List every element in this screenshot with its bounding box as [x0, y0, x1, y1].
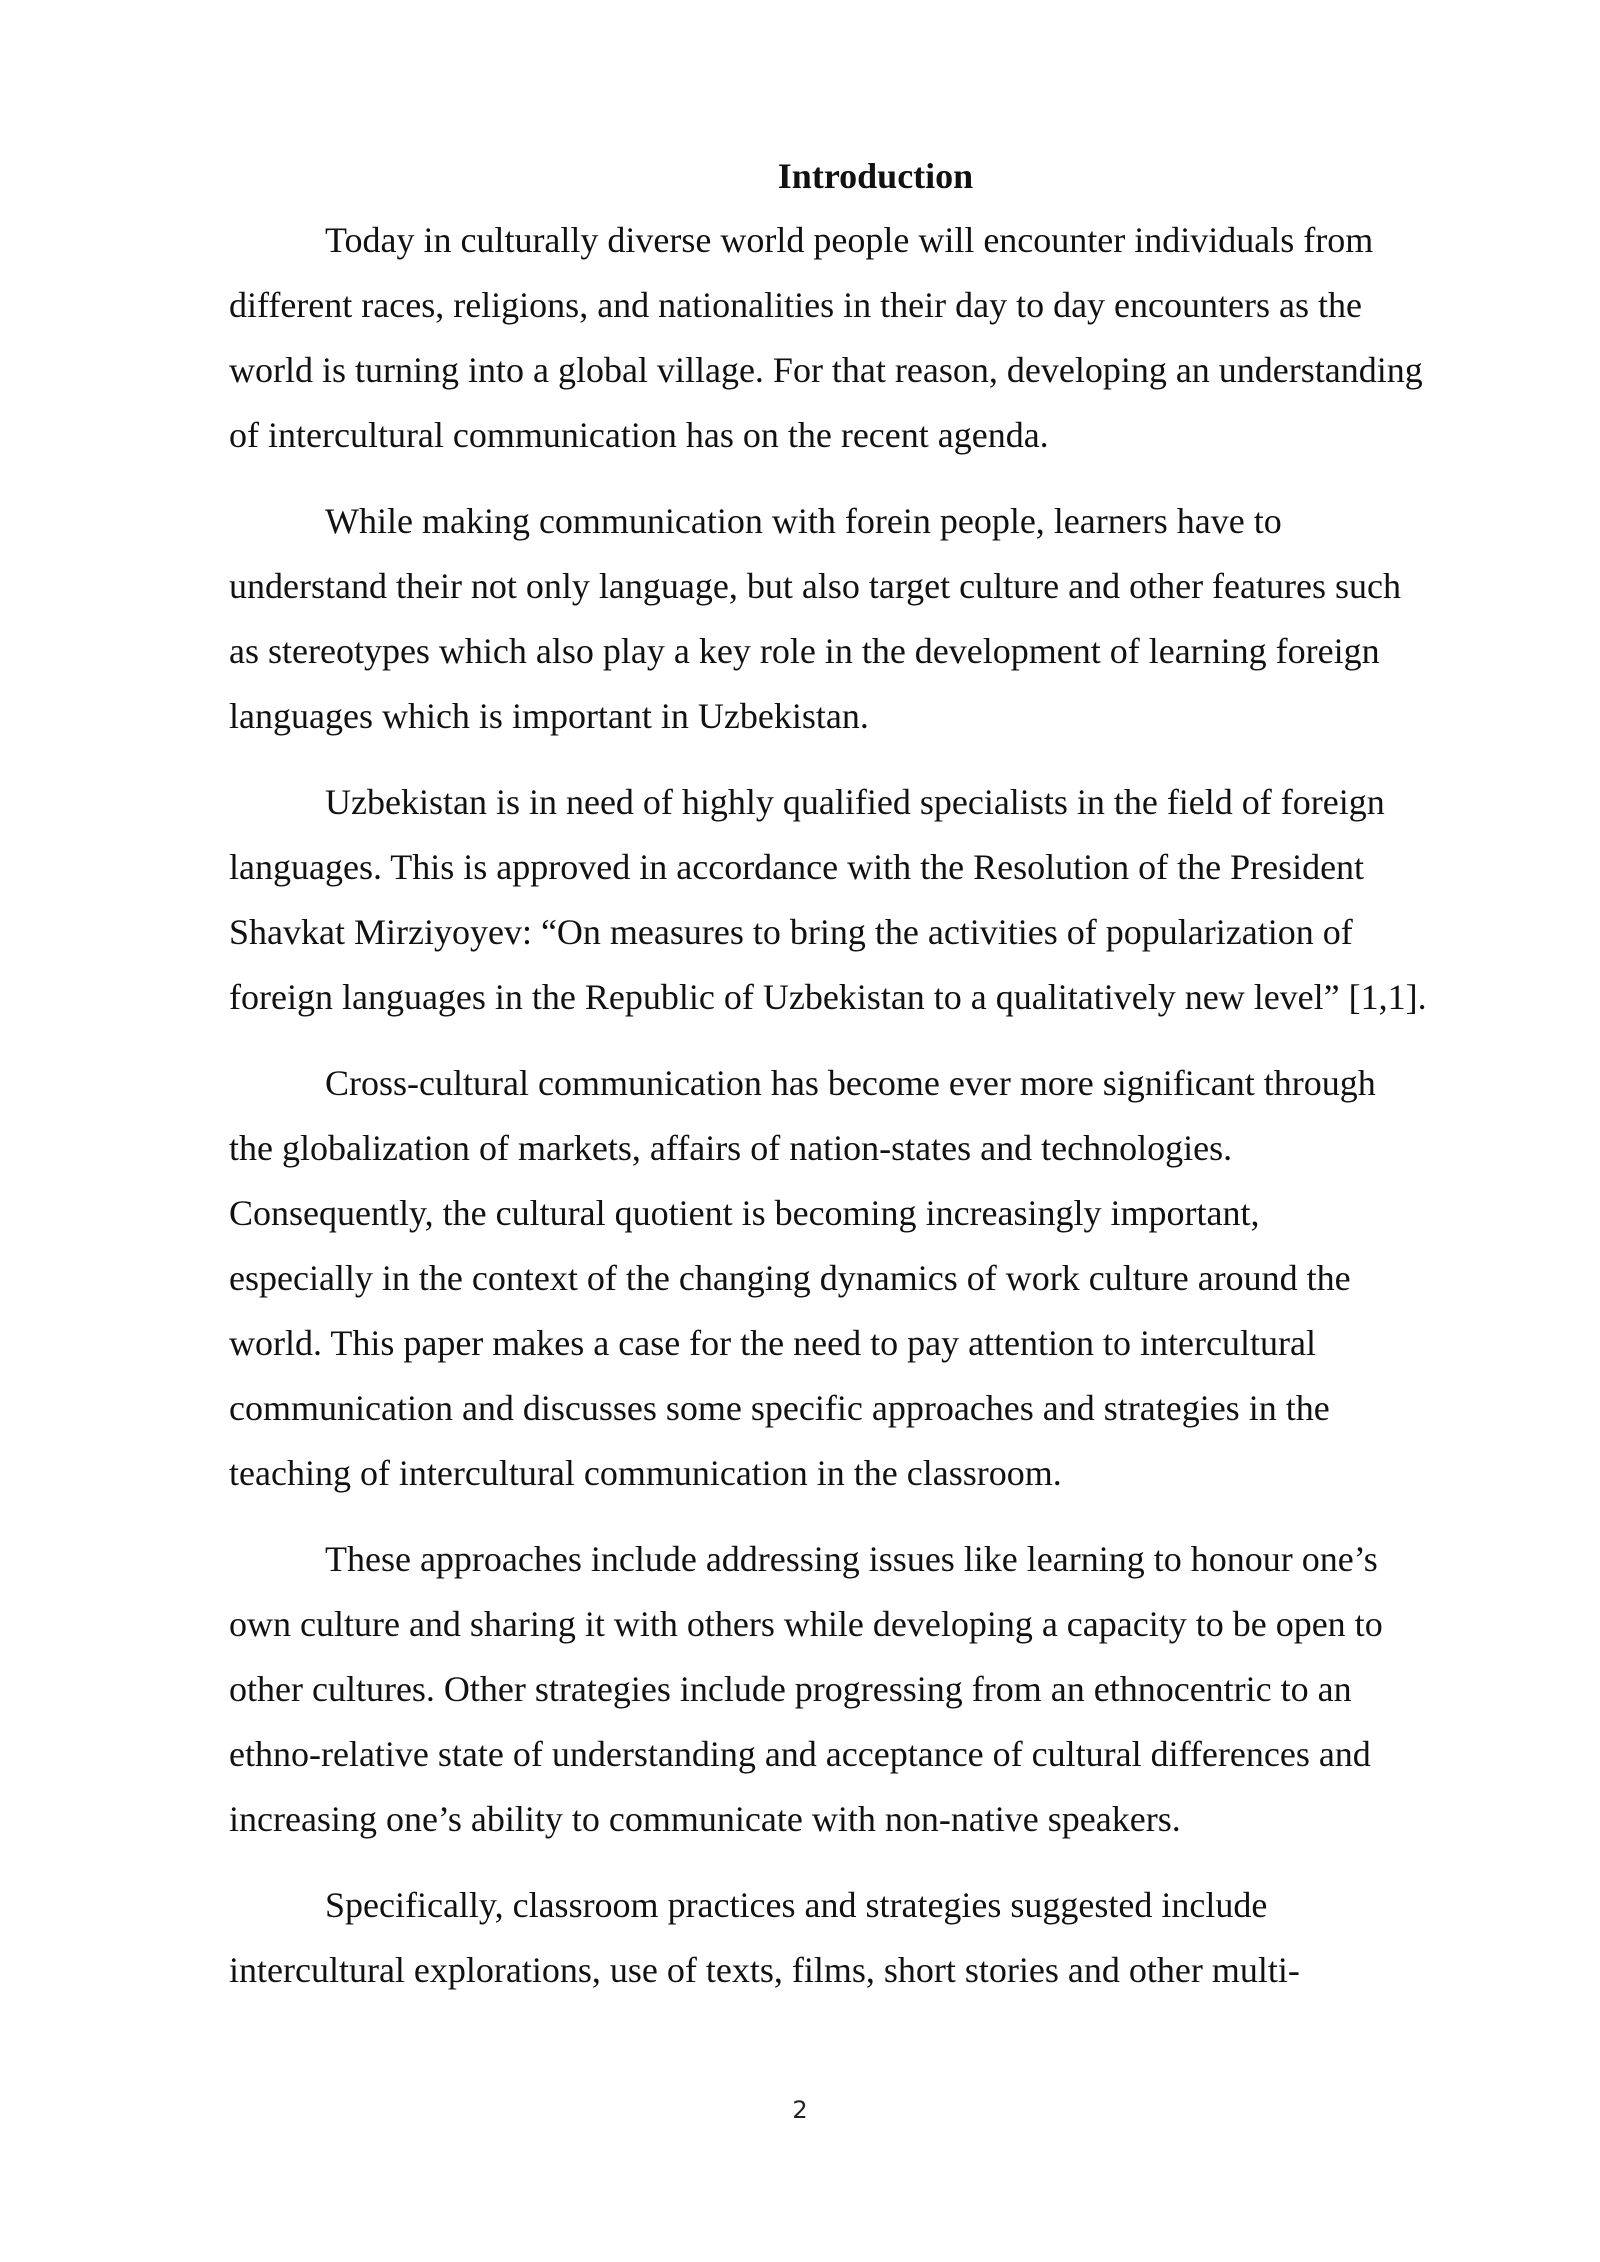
- word: stories: [964, 1950, 1059, 1990]
- justified-line: [229, 1051, 1481, 1116]
- paragraph-line: especially in the context of the changing dynamics of work culture around the: [229, 1258, 1351, 1298]
- word: of: [666, 1950, 697, 1990]
- paragraph-2: [229, 489, 1481, 749]
- word: ever: [948, 1063, 1011, 1103]
- word: technologies.: [1041, 1128, 1233, 1168]
- paragraph-line: as stereotypes which also play a key role in the development of learning foreign: [229, 631, 1380, 671]
- word: communication: [537, 1063, 762, 1103]
- word: intercultural explorations,: [229, 1950, 601, 1990]
- word: Cross-cultural: [325, 1063, 529, 1103]
- word: the: [229, 1128, 273, 1168]
- paragraph-6: [229, 1873, 1481, 2003]
- word: significant through: [1102, 1063, 1376, 1103]
- word: nation-states: [789, 1128, 972, 1168]
- paragraph-line: world is turning into a global village. For that reason, developing an understanding: [229, 350, 1423, 390]
- page-number: 2: [792, 2096, 808, 2124]
- word: and: [1067, 1950, 1120, 1990]
- word: other: [1128, 1950, 1203, 1990]
- word: quotient is: [614, 1193, 766, 1233]
- word: has: [770, 1063, 819, 1103]
- paragraph-line: of intercultural communication has on the recent agenda.: [229, 415, 1049, 455]
- paragraph-line: different races, religions, and nationalities in their day to day encounters as the: [229, 285, 1362, 325]
- word: and: [804, 1885, 857, 1925]
- paragraph-line: world. This paper makes a case for the need to pay attention to intercultural: [229, 1323, 1316, 1363]
- word: texts,: [705, 1950, 783, 1990]
- word: films,: [791, 1950, 875, 1990]
- word: include: [1161, 1885, 1268, 1925]
- document-title: Introduction: [777, 156, 974, 196]
- paragraph-line: languages which is important in Uzbekistan.: [229, 696, 869, 736]
- paragraph-line: languages. This is approved in accordance with the Resolution of the President: [229, 847, 1365, 887]
- paragraph-line: Uzbekistan is in need of highly qualified specialists in the field of foreign: [325, 782, 1385, 822]
- word: important,: [1110, 1193, 1260, 1233]
- paragraph-line: foreign languages in the Republic of Uzbekistan to a qualitatively new level” [1,1].: [229, 977, 1427, 1017]
- word: affairs: [649, 1128, 742, 1168]
- paragraph-line: increasing one’s ability to communicate with non-native speakers.: [229, 1799, 1181, 1839]
- word: classroom: [512, 1885, 659, 1925]
- word: of: [478, 1128, 509, 1168]
- justified-line: [229, 1181, 1365, 1246]
- justified-line: [229, 1116, 1352, 1181]
- paragraph-3: [229, 770, 1481, 1030]
- paragraph-line: communication and discusses some specific approaches and strategies in the: [229, 1388, 1330, 1428]
- word: use: [609, 1950, 658, 1990]
- paragraph-line: These approaches include addressing issues like learning to honour one’s: [325, 1539, 1378, 1579]
- word: suggested: [1010, 1885, 1153, 1925]
- paragraph-line: understand their not only language, but also target culture and other features such: [229, 566, 1401, 606]
- paragraph-line: Today in culturally diverse world people will encounter individuals from: [325, 220, 1374, 260]
- paragraph-line: teaching of intercultural communication in the classroom.: [229, 1453, 1062, 1493]
- word: and: [980, 1128, 1033, 1168]
- word: Specifically,: [325, 1885, 504, 1925]
- paragraph-line: own culture and sharing it with others while developing a capacity to be open to: [229, 1604, 1383, 1644]
- word: increasingly: [925, 1193, 1102, 1233]
- paragraph-line: While making communication with forein people, learners have to: [325, 501, 1282, 541]
- paragraph-line: Shavkat Mirziyoyev: “On measures to bring the activities of popularization of: [229, 912, 1353, 952]
- paragraph-1: [229, 208, 1481, 468]
- word: the: [442, 1193, 487, 1233]
- word: become: [827, 1063, 940, 1103]
- justified-line: [229, 1873, 1365, 1938]
- document-body: [229, 148, 1481, 2024]
- paragraph-5: [229, 1527, 1481, 1852]
- word: strategies: [865, 1885, 1002, 1925]
- justified-line: [229, 1938, 1432, 2003]
- word: markets,: [517, 1128, 641, 1168]
- word: more: [1019, 1063, 1094, 1103]
- word: multi-: [1211, 1950, 1300, 1990]
- word: globalization: [281, 1128, 470, 1168]
- paragraph-line: other cultures. Other strategies include progressing from an ethnocentric to an: [229, 1669, 1352, 1709]
- word: practices: [667, 1885, 796, 1925]
- paragraph-line: ethno-relative state of understanding and acceptance of cultural differences and: [229, 1734, 1371, 1774]
- word: Consequently,: [229, 1193, 434, 1233]
- word: short: [883, 1950, 956, 1990]
- word: becoming: [774, 1193, 917, 1233]
- word: cultural: [495, 1193, 606, 1233]
- paragraph-4: [229, 1051, 1481, 1506]
- word: of: [750, 1128, 781, 1168]
